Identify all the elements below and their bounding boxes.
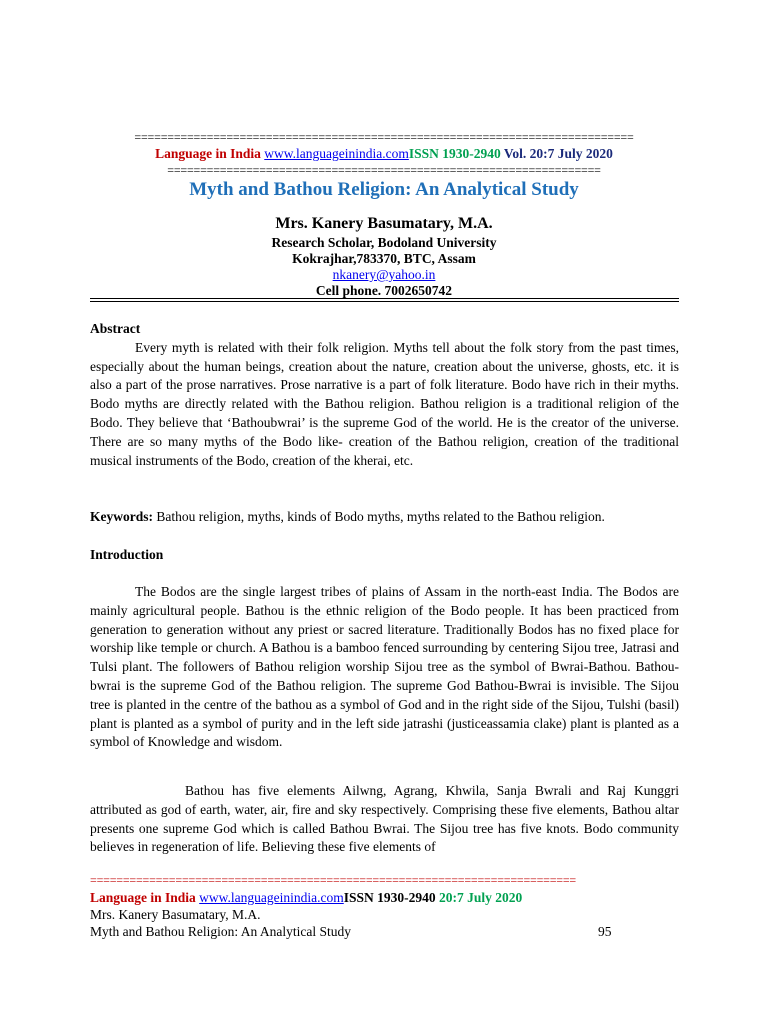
article-author: Mrs. Kanery Basumatary, M.A. [275,215,493,232]
author-phone: Cell phone. 7002650742 [315,283,453,298]
journal-header [0,146,768,162]
header-top-rule: ============================================================================ [134,131,634,143]
article-title: Myth and Bathou Religion: An Analytical Study [189,179,579,200]
footer-issn: ISSN 1930-2940 [343,890,436,905]
introduction-para-1: The Bodos are the single largest tribes of plains of Assam in the north-east India. The Bodos are mainly agricultural people. Bathou is the ethnic religion of the Bodo people. It has been practiced from generation to generation without any priest or sacred literature. Traditionally Bodos has no fixed place for worship like temple or church. A Bathou is a bamboo fenced surrounding by centering Sijou tree, Jatrasi and Tulsi plant. The followers of Bathou religion worship Sijou tree as the symbol of Bwrai-Bathou. Bathou-bwrai is the supreme God of the Bathou religion. The supreme God Bathou-Bwrai is invisible. The Sijou tree is planted in the centre of the bathou as a symbol of God and in the right side of the Sijou, Tulshi (basil) plant is planted as a symbol of purity and in the left side jatrashi (justiceassamia clake) plant is planted as a symbol of Knowledge and wisdom. [90,584,679,750]
header-bottom-rule: ================================================================== [167,164,601,176]
footer-block [90,889,679,940]
journal-issn: ISSN 1930-2940 [408,146,501,161]
introduction-heading-wrap [90,546,679,565]
introduction-para-1-wrap [90,583,679,752]
footer-date: 20:7 July 2020 [439,890,523,905]
footer-url-link[interactable]: www.languageinindia.com [199,890,344,905]
title-divider-top [90,298,679,299]
introduction-para-2-wrap [90,782,679,857]
author-email-link[interactable]: nkanery@yahoo.in [332,267,436,282]
page-number: 95 [598,924,612,939]
keywords-section [90,508,679,527]
footer-journal [90,889,679,906]
journal-volume: Vol. 20:7 July 2020 [503,146,613,161]
keywords-label: Keywords: [90,509,153,524]
footer-rule: ========================================================================== [90,874,577,886]
footer-author: Mrs. Kanery Basumatary, M.A. [90,907,261,922]
introduction-para-2: Bathou has five elements Ailwng, Agrang, Khwila, Sanja Bwrali and Raj Kunggri attributed as god of earth, water, air, fire and sky respectively. Comprising these five elements, Bathou altar presents one supreme God which is called Bathou Bwrai. The Sijou tree has five knots. Bodo community believes in regeneration of life. Believing these five elements of [90,783,679,855]
abstract-text: Every myth is related with their folk religion. Myths tell about the folk story from the past times, especially about the human beings, creation about the nature, creation about the universe, ghosts, etc. it is also a part of the prose narratives. Prose narrative is a part of folk literature. Bodo have rich in their myths. Bodo myths are directly related with the Bathou religion. Bathou religion is a traditional religion of the Bodo. They believe that ‘Bathoubwrai’ is the supreme God of the world. He is the creator of the universe. There are so many myths of the Bodo like- creation of the Bathou religion, creation of the traditional musical instruments of the Bodo, creation of the kherai, etc. [90,339,679,468]
journal-url-link[interactable]: www.languageinindia.com [264,146,409,161]
footer-title: Myth and Bathou Religion: An Analytical Study [90,924,351,939]
abstract-heading: Abstract [90,321,141,336]
footer-journal-name: Language in India [90,890,196,905]
author-affiliation: Research Scholar, Bodoland University [271,235,497,250]
introduction-heading: Introduction [90,547,164,562]
abstract-section [90,320,679,470]
author-email-row [0,267,768,283]
journal-name: Language in India [155,146,261,161]
author-address: Kokrajhar,783370, BTC, Assam [292,251,476,266]
keywords-text: Bathou religion, myths, kinds of Bodo myths, myths related to the Bathou religion. [153,509,605,524]
title-divider-bottom [90,301,679,302]
footer-title-row [90,923,679,940]
